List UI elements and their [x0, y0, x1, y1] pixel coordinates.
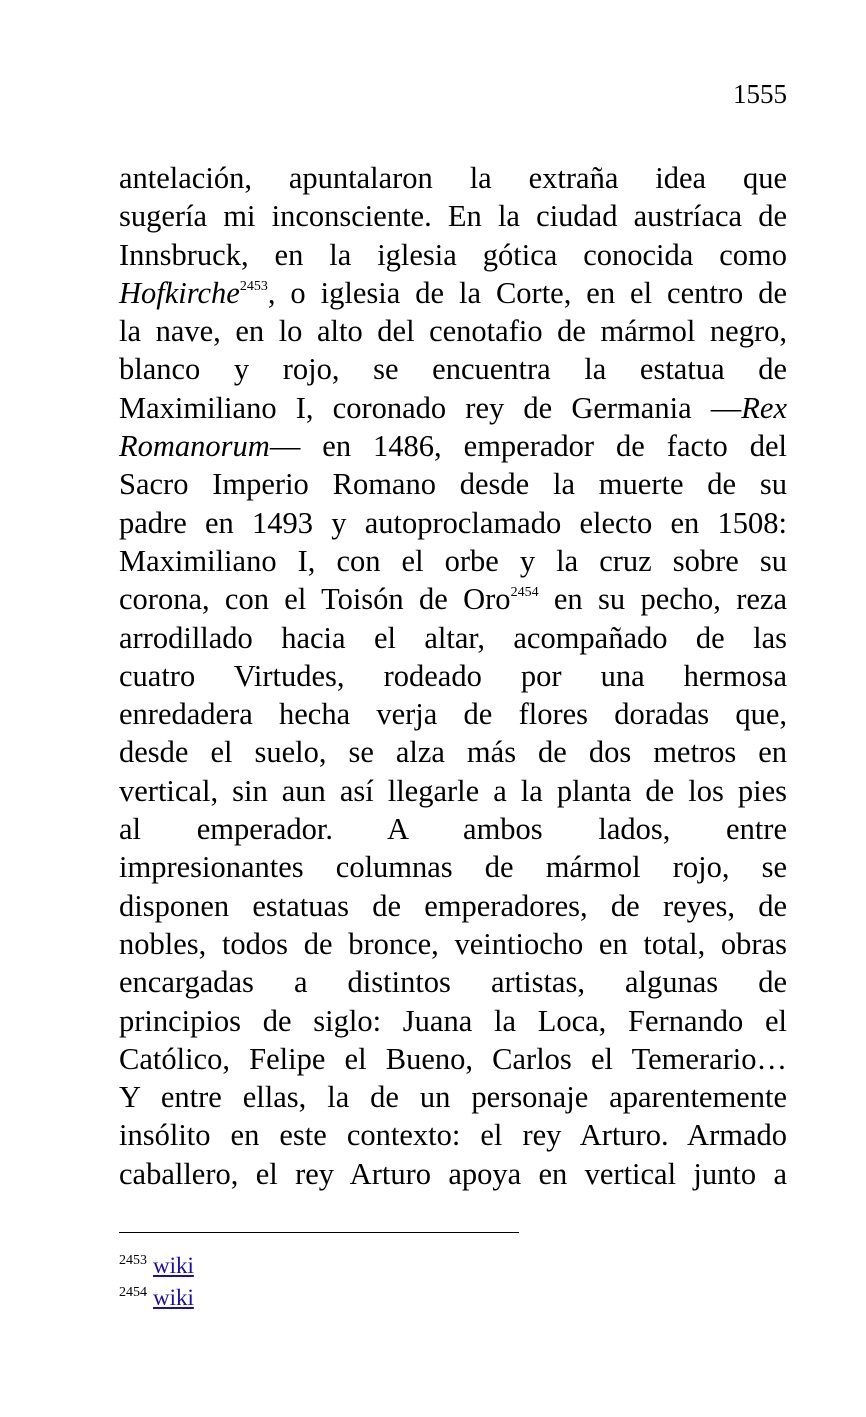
body-paragraph: [119, 159, 787, 1193]
text-line: al emperador. A ambos lados, entre: [119, 812, 787, 847]
text-line: Innsbruck, en la iglesia gótica conocida como: [119, 237, 787, 272]
text-line: sugería mi inconsciente. En la ciudad austríaca de: [119, 199, 787, 234]
footnote-number: 2453: [119, 1253, 147, 1268]
text-line: Católico, Felipe el Bueno, Carlos el Temerario…: [119, 1041, 787, 1076]
footnote-number: 2454: [119, 1285, 147, 1300]
text-line: cuatro Virtudes, rodeado por una hermosa: [119, 658, 787, 693]
footnote-2453: [119, 1250, 194, 1282]
text-line: Maximiliano I, con el orbe y la cruz sobre su: [119, 543, 787, 578]
text-line: encargadas a distintos artistas, algunas de: [119, 965, 787, 1000]
text-line: caballero, el rey Arturo apoya en vertical junto a: [119, 1156, 787, 1191]
text-line: Romanorum— en 1486, emperador de facto del: [119, 429, 787, 464]
text-line: Hofkirche$^{2453}$, o iglesia de la Corte, en el centro de: [119, 275, 787, 310]
text-line: Maximiliano I, coronado rey de Germania —Rex: [119, 390, 787, 425]
footnote-divider: [119, 1232, 519, 1233]
text-line: Sacro Imperio Romano desde la muerte de su: [119, 467, 787, 502]
text-line: disponen estatuas de emperadores, de reyes, de: [119, 888, 787, 923]
page-number: 1555: [733, 79, 787, 109]
italic-term-rex: Rex: [741, 390, 787, 425]
text-line: antelación, apuntalaron la extraña idea que: [119, 161, 787, 195]
text-line: Y entre ellas, la de un personaje aparentemente: [119, 1080, 787, 1115]
text-line: blanco y rojo, se encuentra la estatua de: [119, 352, 787, 387]
text-line: nobles, todos de bronce, veintiocho en total, obras: [119, 926, 787, 961]
footnote-reference-2453[interactable]: 2453: [239, 278, 268, 294]
text-line: padre en 1493 y autoproclamado electo en 1508:: [119, 505, 787, 540]
footnotes: [119, 1250, 194, 1314]
italic-term-hofkirche: Hofkirche: [119, 275, 240, 310]
text-line: corona, con el Toisón de Oro$^{2454}$ en su pecho, reza: [119, 582, 787, 617]
footnote-link-wiki[interactable]: wiki: [153, 1253, 194, 1278]
text-line: vertical, sin aun así llegarle a la planta de los pies: [119, 773, 787, 808]
text-line: principios de siglo: Juana la Loca, Fernando el: [119, 1003, 787, 1038]
text-line: arrodillado hacia el altar, acompañado de las: [119, 620, 787, 655]
footnote-link-wiki[interactable]: wiki: [153, 1285, 194, 1310]
text-line: insólito en este contexto: el rey Arturo. Armado: [119, 1118, 787, 1153]
italic-term-romanorum: Romanorum: [119, 429, 270, 464]
footnote-reference-2454[interactable]: 2454: [510, 585, 539, 601]
text-line: la nave, en lo alto del cenotafio de mármol negro,: [119, 314, 787, 349]
footnote-2454: [119, 1282, 194, 1314]
text-line: impresionantes columnas de mármol rojo, se: [119, 850, 787, 885]
text-line: desde el suelo, se alza más de dos metros en: [119, 735, 787, 770]
text-line: enredadera hecha verja de flores doradas que,: [119, 697, 787, 732]
